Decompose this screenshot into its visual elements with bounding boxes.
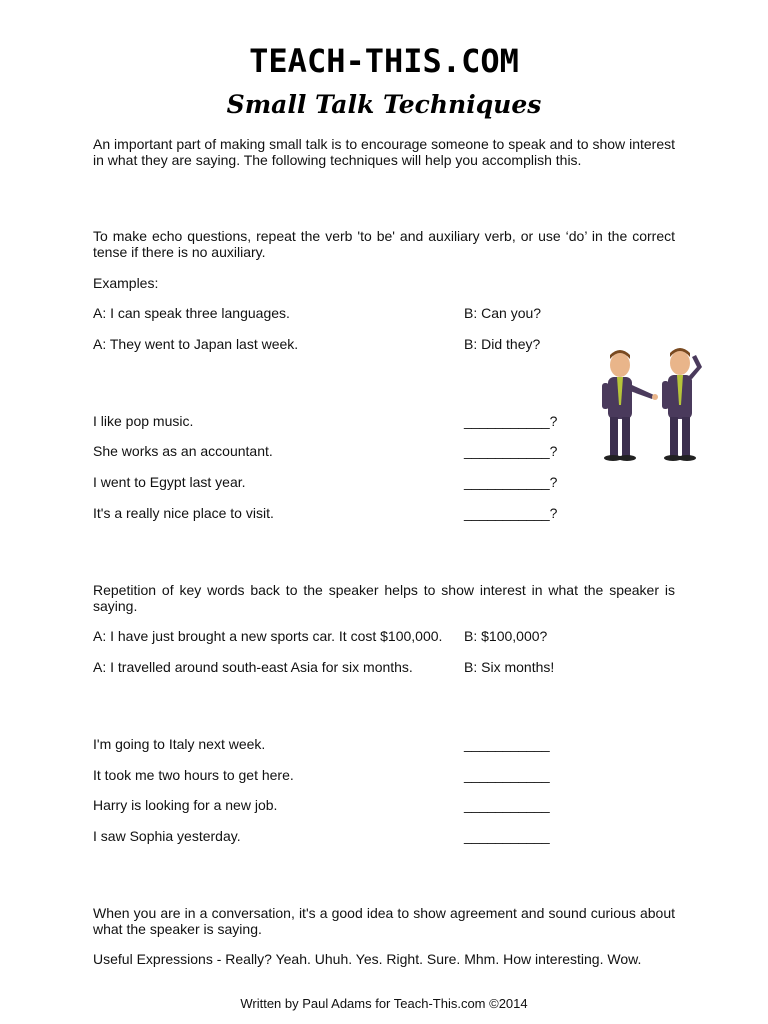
echo-example-b: B: Did they? [464, 336, 541, 352]
footer-credit: Written by Paul Adams for Teach-This.com ©2014 [240, 996, 528, 1011]
echo-example-a: A: I can speak three languages. [93, 305, 290, 321]
echo-exercise-prompt: I went to Egypt last year. [93, 474, 246, 490]
useful-expressions: Useful Expressions - Really? Yeah. Uhuh. Yes. Right. Sure. Mhm. How interesting. Wow. [93, 951, 642, 967]
echo-answer-blank[interactable]: ___________? [464, 443, 558, 459]
agreement-instruction: When you are in a conversation, it's a good idea to show agreement and sound curious about what the speaker is saying. [93, 905, 675, 937]
repetition-example-b: B: $100,000? [464, 628, 548, 644]
echo-example-a: A: They went to Japan last week. [93, 336, 299, 352]
echo-answer-blank[interactable]: ___________? [464, 505, 558, 521]
repetition-example-a: A: I have just brought a new sports car. It cost $100,000. [93, 628, 443, 644]
two-men-talking-illustration [588, 345, 738, 465]
repetition-exercise-prompt: I'm going to Italy next week. [93, 736, 266, 752]
repetition-answer-blank[interactable]: ___________ [464, 797, 550, 813]
repetition-exercise-prompt: I saw Sophia yesterday. [93, 828, 241, 844]
echo-example-b: B: Can you? [464, 305, 542, 321]
examples-label: Examples: [93, 275, 159, 291]
repetition-example-b: B: Six months! [464, 659, 555, 675]
echo-instruction: To make echo questions, repeat the verb 'to be' and auxiliary verb, or use ‘do’ in the correct tense if there is no auxiliary. [93, 228, 675, 260]
repetition-example-a: A: I travelled around south-east Asia for six months. [93, 659, 413, 675]
echo-exercise-prompt: I like pop music. [93, 413, 194, 429]
repetition-answer-blank[interactable]: ___________ [464, 828, 550, 844]
intro-paragraph: An important part of making small talk is to encourage someone to speak and to show interest in what they are saying. The following techniques will help you accomplish this. [93, 136, 675, 168]
brand-title: TEACH-THIS.COM [249, 42, 519, 80]
repetition-answer-blank[interactable]: ___________ [464, 767, 550, 783]
echo-exercise-prompt: She works as an accountant. [93, 443, 273, 459]
repetition-instruction: Repetition of key words back to the speaker helps to show interest in what the speaker is saying. [93, 582, 675, 614]
repetition-exercise-prompt: It took me two hours to get here. [93, 767, 294, 783]
echo-answer-blank[interactable]: ___________? [464, 474, 558, 490]
echo-exercise-prompt: It's a really nice place to visit. [93, 505, 274, 521]
echo-answer-blank[interactable]: ___________? [464, 413, 558, 429]
repetition-exercise-prompt: Harry is looking for a new job. [93, 797, 278, 813]
page-title: Small Talk Techniques [226, 90, 542, 119]
man-left-figure [602, 350, 658, 461]
man-right-figure [662, 348, 702, 461]
repetition-answer-blank[interactable]: ___________ [464, 736, 550, 752]
